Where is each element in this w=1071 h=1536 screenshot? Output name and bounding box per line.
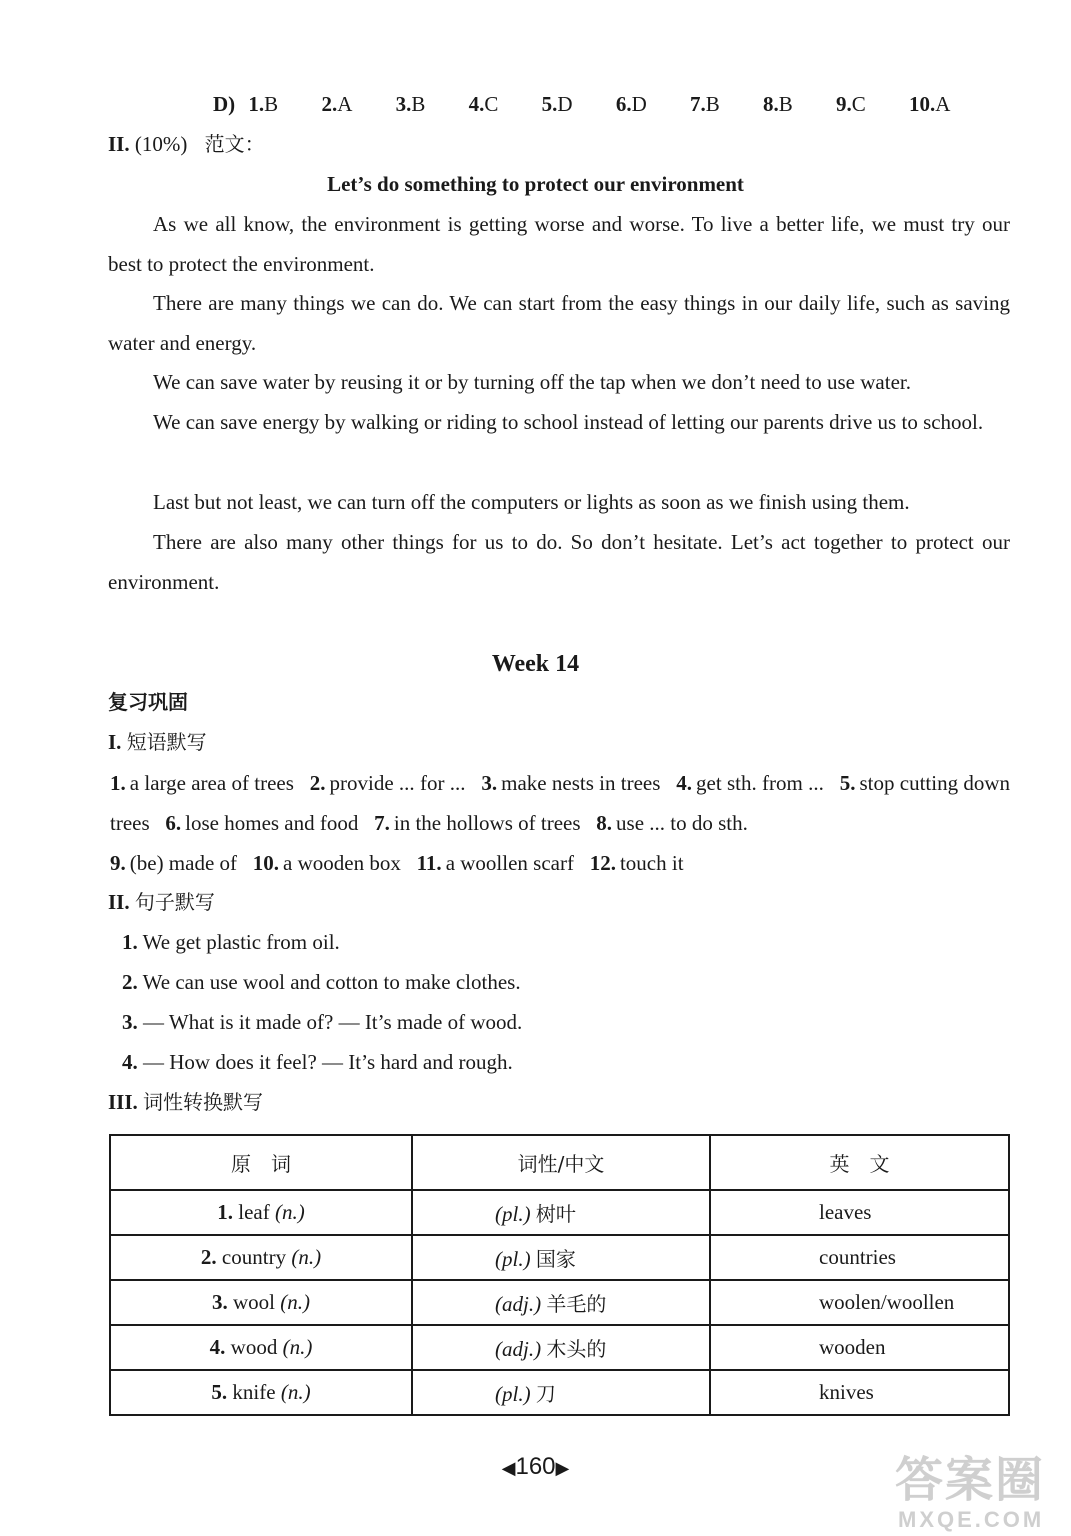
phrase-item: 7. in the hollows of trees (374, 811, 581, 835)
answer-label: D) (213, 92, 236, 116)
week-title: Week 14 (491, 651, 580, 677)
answer-8: B (778, 92, 793, 116)
essay-paragraph-1: As we all know, the environment is getting worse and worse. To live a better life, we must try our best to protect the environment. (108, 212, 1010, 276)
table-row: 1. leaf (n.) (pl.) 树叶 leaves (110, 1190, 1009, 1235)
review-heading: 复习巩固 (108, 690, 188, 714)
answer-7: B (705, 92, 720, 116)
phrase-item: 10. a wooden box (252, 851, 401, 875)
page-number: ◀160▶ (501, 1453, 570, 1480)
essay-paragraph-6: There are also many other things for us to do. So don’t hesitate. Let’s act together to protect our environment. (108, 530, 1010, 594)
word-form-table (109, 1134, 1010, 1416)
answer-3: B (411, 92, 426, 116)
answer-9: C (851, 92, 866, 116)
phrase-item: 1. a large area of trees (110, 771, 294, 795)
answer-6: D (631, 92, 647, 116)
table-row: 2. country (n.) (pl.) 国家 countries (110, 1235, 1009, 1280)
part-1-heading: I. 短语默写 (108, 730, 207, 754)
watermark-logo: 答案圈 (895, 1452, 1046, 1508)
essay-paragraph-3: We can save water by reusing it or by turning off the tap when we don’t need to use water. (153, 370, 911, 394)
answer-2: A (337, 92, 353, 116)
sentence-3: 3. — What is it made of? — It’s made of wood. (122, 1010, 523, 1034)
essay-paragraph-5: Last but not least, we can turn off the computers or lights as soon as we finish using them. (153, 490, 910, 514)
table-row: 3. wool (n.) (adj.) 羊毛的 woolen/woollen (110, 1280, 1009, 1325)
essay-title: Let’s do something to protect our environment (327, 172, 744, 196)
phrase-item: 6. lose homes and food (165, 811, 359, 835)
part-3-heading: III. 词性转换默写 (108, 1090, 264, 1114)
phrase-item: 4. get sth. from ... (676, 771, 824, 795)
answer-row-d: D) 1.B 2.A 3.B 4.C 5.D 6.D 7.B 8.B 9.C 10.A (213, 92, 951, 116)
phrase-item: 9. (be) made of (110, 851, 238, 875)
table-row: 5. knife (n.) (pl.) 刀 knives (110, 1370, 1009, 1415)
sentence-4: 4. — How does it feel? — It’s hard and rough. (122, 1050, 513, 1074)
header-original-word: 原 词 (110, 1135, 412, 1190)
watermark-url: MXQE.COM (898, 1507, 1045, 1532)
part-2-heading: II. 句子默写 (108, 890, 215, 914)
sentence-2: 2. We can use wool and cotton to make clothes. (122, 970, 521, 994)
phrase-item: 12. touch it (589, 851, 684, 875)
phrase-item: 5. stop cutting down trees (110, 771, 1011, 835)
table-header-row (110, 1135, 1009, 1190)
phrase-item: 8. use ... to do sth. (596, 811, 748, 835)
answer-4: C (484, 92, 499, 116)
phrase-item: 3. make nests in trees (481, 771, 661, 795)
answer-1: B (264, 92, 279, 116)
answer-5: D (557, 92, 573, 116)
answer-10: A (935, 92, 951, 116)
sentence-1: 1. We get plastic from oil. (122, 930, 340, 954)
triangle-left-icon: ◀ (501, 1458, 516, 1478)
phrase-item: 2. provide ... for ... (309, 771, 466, 795)
section-2-heading: II. (10%) 范文： (108, 132, 265, 156)
header-english: 英 文 (710, 1135, 1009, 1190)
phrase-list (110, 763, 1010, 883)
essay-paragraph-2: There are many things we can do. We can start from the easy things in our daily life, such as saving water and energy. (108, 291, 1010, 355)
triangle-right-icon: ▶ (555, 1458, 570, 1478)
phrase-item: 11. a woollen scarf (416, 851, 574, 875)
essay-paragraph-4: We can save energy by walking or riding to school instead of letting our parents drive us to school. (153, 410, 984, 434)
header-pos-chinese: 词性/中文 (412, 1135, 710, 1190)
table-row: 4. wood (n.) (adj.) 木头的 wooden (110, 1325, 1009, 1370)
